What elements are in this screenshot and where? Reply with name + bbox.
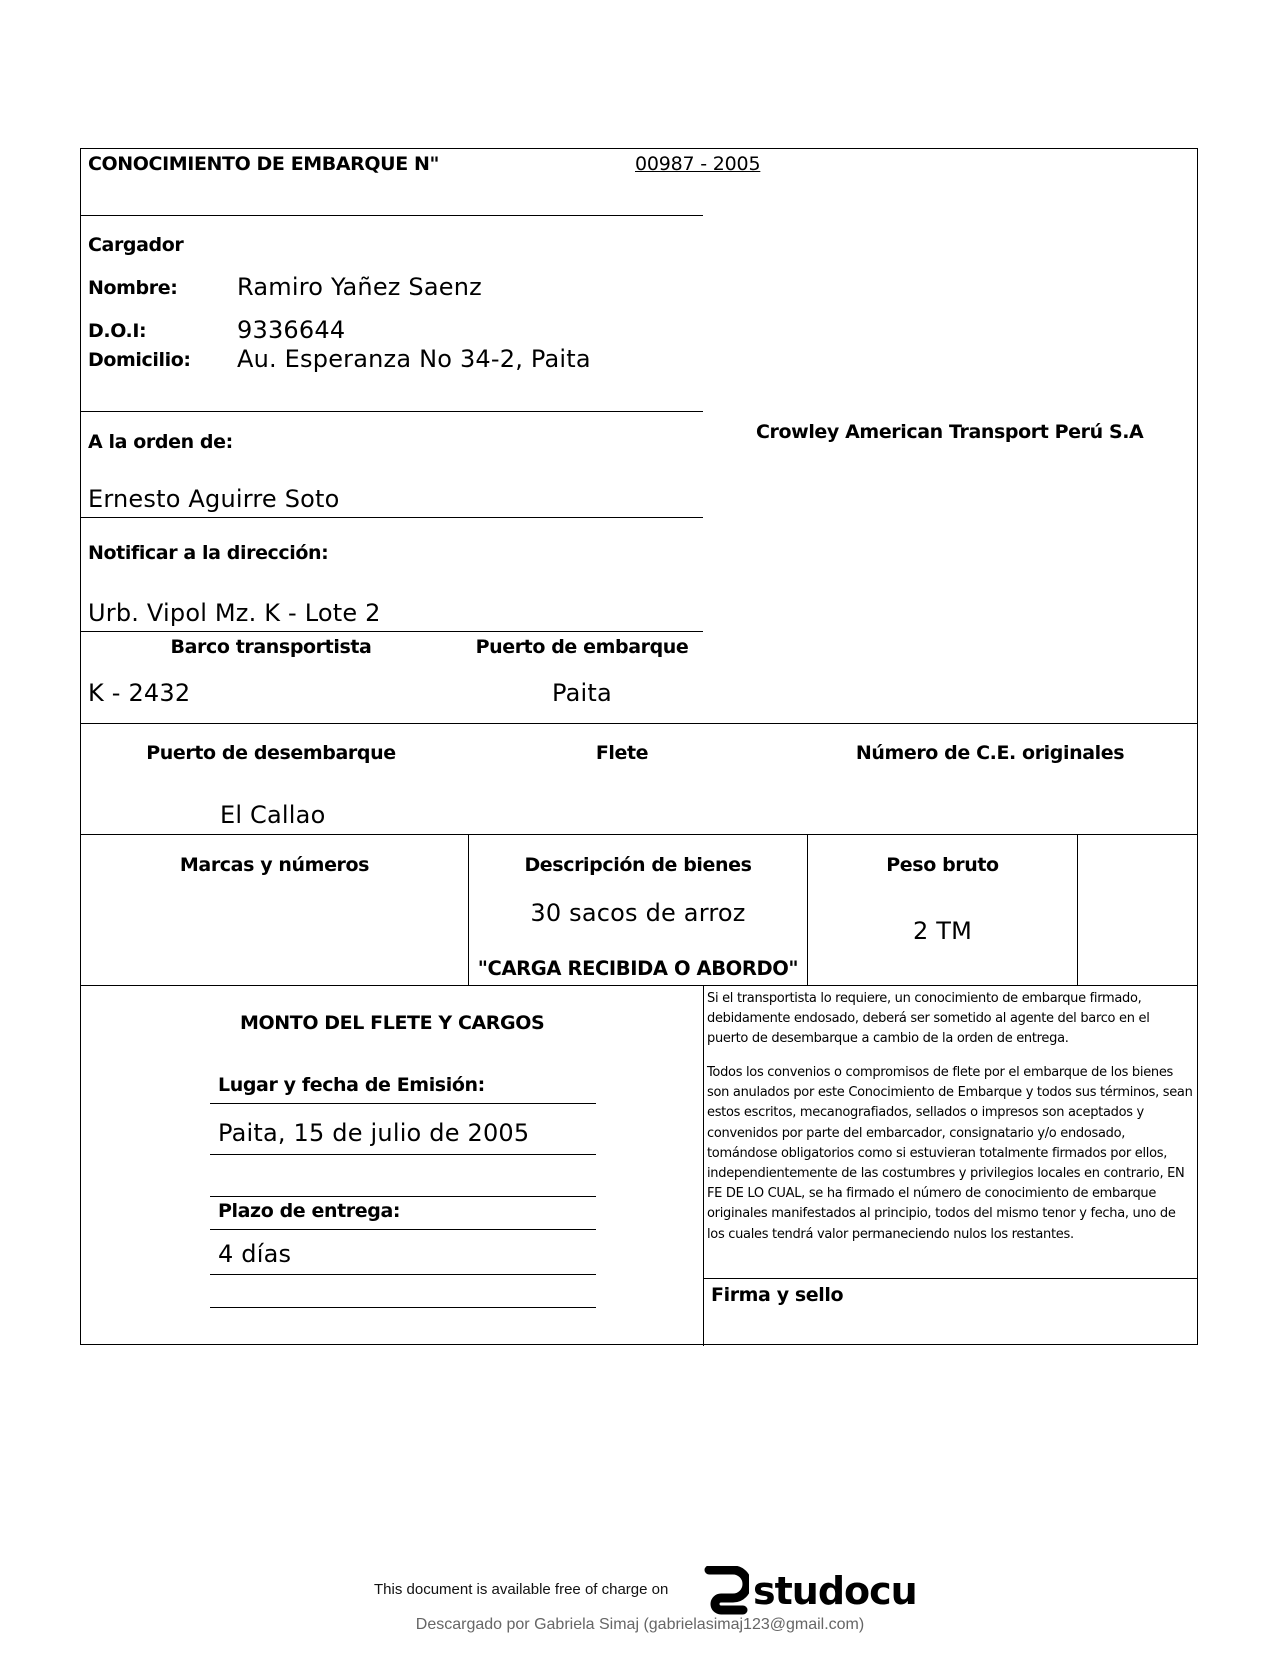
vessel-label: Barco transportista xyxy=(170,636,372,658)
notify-label: Notificar a la dirección: xyxy=(88,542,329,564)
description-value: 30 sacos de arroz xyxy=(530,899,746,927)
weight-value: 2 TM xyxy=(912,917,973,945)
divider xyxy=(81,834,1197,835)
studocu-icon xyxy=(703,1566,749,1616)
column-divider xyxy=(1077,834,1078,985)
charges-title: MONTO DEL FLETE Y CARGOS xyxy=(240,1012,545,1034)
divider xyxy=(210,1196,596,1197)
bill-of-lading-form xyxy=(80,148,1198,1345)
shipper-doi-label: D.O.I: xyxy=(88,320,147,342)
divider xyxy=(210,1229,596,1230)
legal-paragraph-2: Todos los convenios o compromisos de flete por el embarque de los bienes son anulados por este Conocimiento de Embarque y todos sus términos, sean estos escritos, mecanografiados, sellados o impresos son aceptados y convenidos por parte del embarcador, consignatario y/o endosado, tomándose obligatorios como si estuvieran totalmente firmados por ellos, independientemente de las costumbres y privilegios locales en contrario, EN FE DE LO CUAL, se ha firmado el número de conocimiento de embarque originales manifestados al principio, todos del mismo tenor y fecha, uno de los cuales tendrá valor permaneciendo nulos los restantes. xyxy=(707,1065,1193,1242)
divider xyxy=(81,985,1197,986)
divider xyxy=(81,517,703,518)
freight-label: Flete xyxy=(595,742,649,764)
divider xyxy=(210,1103,596,1104)
issue-label: Lugar y fecha de Emisión: xyxy=(218,1074,485,1096)
discharge-port-value: El Callao xyxy=(220,801,326,829)
shipper-doi-value: 9336644 xyxy=(237,316,346,344)
studocu-logo[interactable] xyxy=(703,1566,917,1616)
order-label: A la orden de: xyxy=(88,431,233,453)
divider xyxy=(210,1307,596,1308)
notify-value: Urb. Vipol Mz. K - Lote 2 xyxy=(88,599,381,627)
description-label: Descripción de bienes xyxy=(524,854,752,876)
originals-label: Número de C.E. originales xyxy=(855,742,1125,764)
divider xyxy=(81,631,703,632)
weight-label: Peso bruto xyxy=(886,854,999,876)
delivery-label: Plazo de entrega: xyxy=(218,1200,401,1222)
loading-port-label: Puerto de embarque xyxy=(475,636,689,658)
divider xyxy=(210,1154,596,1155)
order-value: Ernesto Aguirre Soto xyxy=(88,485,340,513)
shipper-name-label: Nombre: xyxy=(88,277,178,299)
studocu-wordmark: studocu xyxy=(753,1569,917,1613)
shipper-name-value: Ramiro Yañez Saenz xyxy=(237,273,482,301)
available-text: This document is available free of charge on xyxy=(374,1581,669,1598)
column-divider xyxy=(703,985,704,1346)
document-title: CONOCIMIENTO DE EMBARQUE N" xyxy=(88,153,439,175)
loading-port-value: Paita xyxy=(552,679,612,707)
divider xyxy=(81,215,703,216)
legal-paragraph-1: Si el transportista lo requiere, un conocimiento de embarque firmado, debidamente endosado, deberá ser sometido al agente del barco en el puerto de desembarque a cambio de la orden de entrega. xyxy=(707,991,1150,1047)
cargo-received-note: "CARGA RECIBIDA O ABORDO" xyxy=(477,957,799,980)
shipper-section-label: Cargador xyxy=(88,234,184,256)
divider xyxy=(81,723,1197,724)
issue-value: Paita, 15 de julio de 2005 xyxy=(218,1119,530,1147)
delivery-value: 4 días xyxy=(218,1240,292,1268)
downloaded-by: Descargado por Gabriela Simaj (gabrielasimaj123@gmail.com) xyxy=(415,1616,865,1633)
marks-label: Marcas y números xyxy=(179,854,370,876)
carrier-company: Crowley American Transport Perú S.A xyxy=(756,421,1144,443)
divider xyxy=(81,411,703,412)
shipper-address-value: Au. Esperanza No 34-2, Paita xyxy=(237,345,591,373)
divider xyxy=(703,1278,1197,1279)
signature-label: Firma y sello xyxy=(711,1284,844,1306)
vessel-value: K - 2432 xyxy=(88,679,191,707)
discharge-port-label: Puerto de desembarque xyxy=(146,742,396,764)
divider xyxy=(210,1274,596,1275)
shipper-address-label: Domicilio: xyxy=(88,349,191,371)
bill-number: 00987 - 2005 xyxy=(635,153,761,175)
